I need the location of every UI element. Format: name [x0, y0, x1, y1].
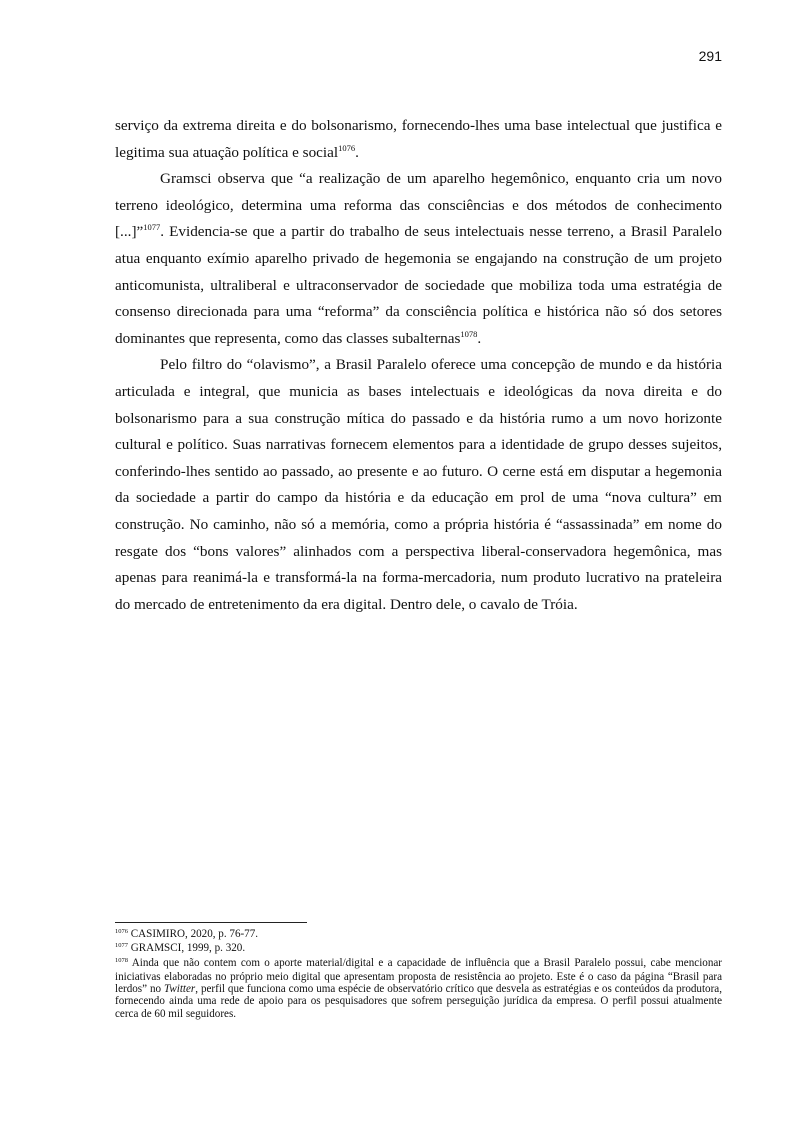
paragraph-3: Pelo filtro do “olavismo”, a Brasil Paralelo oferece uma concepção de mundo e da história articulada e integral, que municia as bases intelectuais e ideológicas da nova direita e do bolsonarismo para a sua construção mítica do passado e da história rumo a um novo horizonte cultural e político. Suas narrativas fornecem elementos para a identidade de grupo desses sujeitos, conferindo-lhes sentido ao passado, ao presente e ao futuro. O cerne está em disputar a hegemonia da sociedade a partir do campo da história e da educação em prol de uma “nova cultura” em construção. No caminho, não só a memória, como a própria história é “assassinada” em nome do resgate dos “bons valores” alinhados com a perspectiva liberal-conservadora hegemônica, mas apenas para reanimá-la e transformá-la na forma-mercadoria, num produto lucrativo na prateleira do mercado de entretenimento da era digital. Dentro dele, o cavalo de Tróia. [115, 356, 722, 613]
paragraph-2-text-a: Gramsci observa que “a realização de um aparelho hegemônico, enquanto cria um novo terreno ideológico, determina uma reforma das consciências e dos métodos de conhecimento [...]” [115, 170, 722, 241]
footnote-text: GRAMSCI, 1999, p. 320. [128, 942, 246, 955]
footnote-number: 1076 [115, 928, 128, 935]
footnote-text-b: , perfil que funciona como uma espécie de observatório crítico que desvela as estratégias e os conteúdos da produtora, fornecendo ainda uma rede de apoio para os pesquisadores que sofrem perseguição jurídica da empresa. O perfil possui atualmente cerca de 60 mil seguidores. [115, 983, 722, 1020]
footnote-divider [115, 922, 307, 923]
footnote-number: 1077 [115, 942, 128, 950]
footnote-ref-1078[interactable]: 1078 [460, 328, 478, 339]
footnote-ref-1076[interactable]: 1076 [338, 142, 356, 153]
paragraph-2 [115, 166, 722, 352]
paragraph-2-tail: . [477, 329, 482, 347]
footnote-number: 1078 [115, 956, 128, 964]
footnote-1078 [115, 957, 722, 1020]
footnotes [115, 928, 722, 1020]
footnote-text-a: Ainda que não contem com o aporte material/digital e a capacidade de influência que a Brasil Paralelo possui, cabe mencionar iniciativas elaboradas no próprio meio digital que apresentam proposta de resistência ao projeto. Este é o caso da página “Brasil para lerdos” no [115, 956, 722, 996]
footnote-italic: Twitter [164, 983, 196, 996]
footnote-ref-1077[interactable]: 1077 [143, 222, 161, 233]
body-text [115, 113, 722, 618]
footnote-1077 [115, 942, 722, 956]
page-number: 291 [698, 48, 722, 64]
paragraph-1-text: serviço da extrema direita e do bolsonarismo, fornecendo-lhes uma base intelectual que justifica e legitima sua atuação política e social [115, 117, 722, 161]
paragraph-1 [115, 113, 722, 166]
footnote-1076 [115, 928, 722, 942]
footnote-text: CASIMIRO, 2020, p. 76-77. [128, 928, 259, 940]
paragraph-1-tail: . [355, 143, 359, 161]
paragraph-2-text-b: . Evidencia-se que a partir do trabalho de seus intelectuais nesse terreno, a Brasil Paralelo atua enquanto exímio aparelho privado de hegemonia se engajando na construção de um projeto anticomunista, ultraliberal e ultraconservador de sociedade que mobiliza toda uma estratégia de consenso direcionada para uma “reforma” da consciência política e histórica não só dos setores dominantes que representa, como das classes subalternas [115, 223, 722, 347]
